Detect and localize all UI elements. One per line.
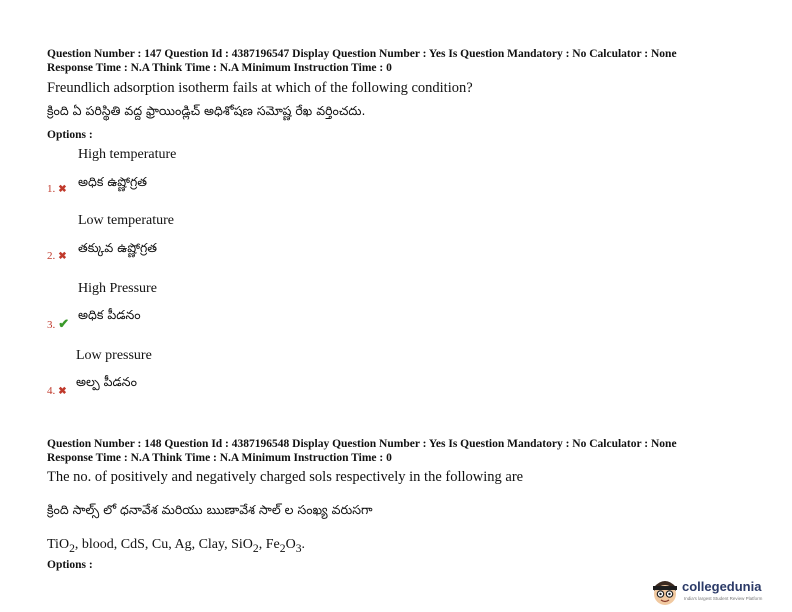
logo-tagline: India's largest Student Review Platform — [684, 596, 763, 601]
option-2-text-telugu: తక్కువ ఉష్ణోగ్రత — [78, 240, 157, 255]
question-148-meta-line-1: Question Number : 148 Question Id : 4387196548 Display Question Number : Yes Is Question Mandatory : No Calculator : None — [47, 438, 677, 450]
question-148-formula: TiO$_2$, blood, CdS, Cu, Ag, Clay, SiO$_2$, $Fe_2O_3$. — [47, 537, 306, 555]
option-3-text-telugu: అధిక పీడనం — [78, 307, 141, 322]
option-3-text-english: High Pressure — [78, 281, 157, 296]
option-4-text-telugu: అల్ప పీడనం — [76, 374, 137, 389]
option-1-text-telugu: అధిక ఉష్ణోగ్రత — [78, 174, 148, 189]
question-148-text-telugu: క్రింది సాల్స్ లో ధనావేశ మరియు ఋణావేశ సాల్ ల సంఖ్య వరుసగా — [47, 502, 373, 517]
option-4 — [47, 385, 67, 397]
question-148-meta-line-2: Response Time : N.A Think Time : N.A Minimum Instruction Time : 0 — [47, 452, 392, 464]
option-2-number: 2. — [47, 250, 56, 262]
mascot-icon — [650, 577, 680, 607]
wrong-cross-icon: ✖ — [58, 386, 67, 397]
option-2-text-english: Low temperature — [78, 213, 175, 228]
wrong-cross-icon: ✖ — [58, 251, 67, 262]
question-148-text-english: The no. of positively and negatively charged sols respectively in the following are — [47, 469, 524, 485]
logo-name: collegedunia — [682, 579, 762, 594]
correct-check-icon: ✔ — [58, 316, 70, 331]
question-147-text-telugu: క్రింది ఏ పరిస్థితి వద్ద ఫ్రాయిండ్లిచ్ అధిశోషణ సమోష్ణ రేఖ వర్తించదు. — [47, 103, 366, 118]
question-147-meta-line-1: Question Number : 147 Question Id : 4387196547 Display Question Number : Yes Is Question Mandatory : No Calculator : None — [47, 48, 677, 60]
option-4-text-english: Low pressure — [76, 348, 152, 363]
collegedunia-logo — [650, 577, 790, 607]
option-4-number: 4. — [47, 385, 56, 397]
question-147-text-english: Freundlich adsorption isotherm fails at which of the following condition? — [47, 80, 473, 96]
option-3 — [47, 316, 69, 332]
option-1-number: 1. — [47, 183, 56, 195]
option-1-text-english: High temperature — [78, 147, 177, 162]
wrong-cross-icon: ✖ — [58, 184, 67, 195]
question-148-options-label: Options : — [47, 559, 93, 571]
option-2 — [47, 250, 67, 262]
question-147-meta-line-2: Response Time : N.A Think Time : N.A Minimum Instruction Time : 0 — [47, 62, 392, 74]
question-147-options-label: Options : — [47, 129, 93, 141]
option-3-number: 3. — [47, 319, 56, 331]
option-1 — [47, 183, 67, 195]
